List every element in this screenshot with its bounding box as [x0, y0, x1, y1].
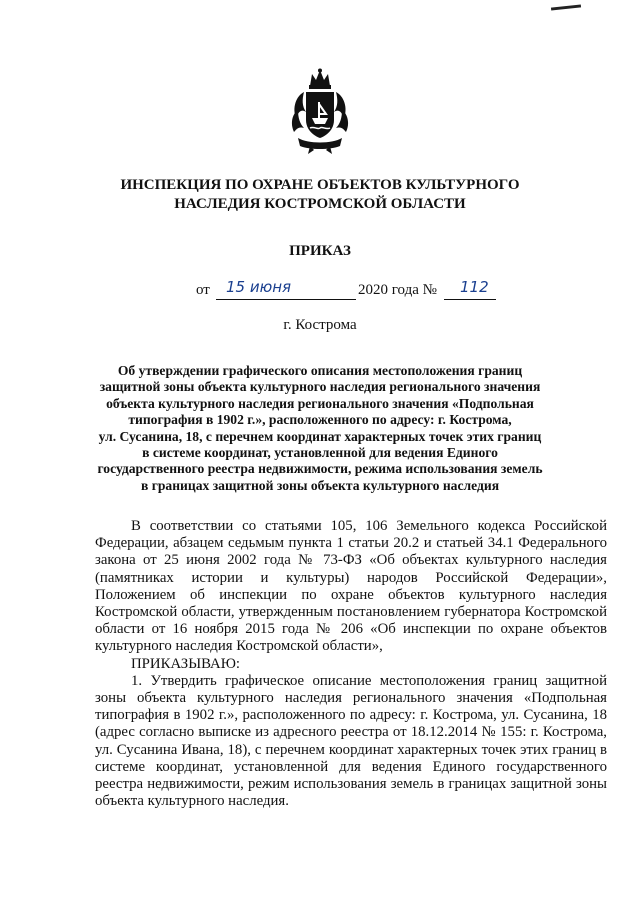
handwritten-date: 15 июня: [226, 278, 292, 296]
order-subject: [92, 363, 548, 494]
coat-of-arms-icon: [288, 68, 352, 154]
item-1-paragraph: 1. Утвердить графическое описание местоположения границ защитной зоны объекта культурного наследия регионального значения «Подпольная типография в 1902 г.», расположенного по адресу: г. Кострома, ул. Сусанина, 18 (адрес согласно выписке из адресного реестра от 18.12.2014 № 155: г. Кострома, ул. Сусанина Ивана, 18), с перечнем координат характерных точек этих границ в системе координат, установленной для ведения Единого государственного реестра недвижимости, режим использования земель в границах защитной зоны объекта культурного наследия.: [95, 672, 607, 810]
subject-line: в границах защитной зоны объекта культурного наследия: [140, 477, 500, 493]
date-prefix: от: [196, 282, 210, 298]
organization-line-2: НАСЛЕДИЯ КОСТРОМСКОЙ ОБЛАСТИ: [174, 196, 466, 212]
preamble-paragraph: В соответствии со статьями 105, 106 Земельного кодекса Российской Федерации, абзацем седьмым пункта 1 статьи 20.2 и статьей 34.1 Федерального закона от 25 июня 2002 года № 73-ФЗ «Об объектах культурного наследия (памятниках истории и культуры) народов Российской Федерации», Положением об инспекции по охране объектов культурного наследия Костромской области, утвержденным постановлением губернатора Костромской области от 16 ноября 2015 года № 206 «Об инспекции по охране объектов культурного наследия Костромской области»,: [95, 518, 607, 655]
date-number-line: [196, 278, 516, 302]
city: г. Кострома: [283, 317, 357, 333]
order-word: ПРИКАЗЫВАЮ:: [131, 655, 241, 672]
organization-line-1: ИНСПЕКЦИЯ ПО ОХРАНЕ ОБЪЕКТОВ КУЛЬТУРНОГО: [120, 177, 520, 193]
subject-line: Об утверждении графического описания местоположения границ: [117, 363, 523, 378]
scan-mark: [551, 4, 581, 10]
year-and-number-label: 2020 года №: [358, 282, 437, 298]
subject-line: ул. Сусанина, 18, с перечнем координат характерных точек этих границ: [98, 428, 542, 444]
number-underline: [444, 299, 496, 300]
subject-line: объекта культурного наследия регионального значения «Подпольная: [106, 395, 534, 411]
organization-title: [80, 176, 560, 214]
handwritten-number: 112: [460, 278, 489, 296]
date-underline: [216, 299, 356, 300]
order-body: [95, 518, 607, 810]
subject-line: государственного реестра недвижимости, режима использования земель: [97, 461, 543, 477]
subject-line: типография в 1902 г.», расположенного по адресу: г. Кострома,: [128, 412, 512, 428]
subject-line: защитной зоны объекта культурного наследия регионального значения: [99, 379, 541, 395]
subject-line: в системе координат, установленной для ведения Единого: [142, 445, 498, 461]
document-type: ПРИКАЗ: [289, 243, 351, 259]
